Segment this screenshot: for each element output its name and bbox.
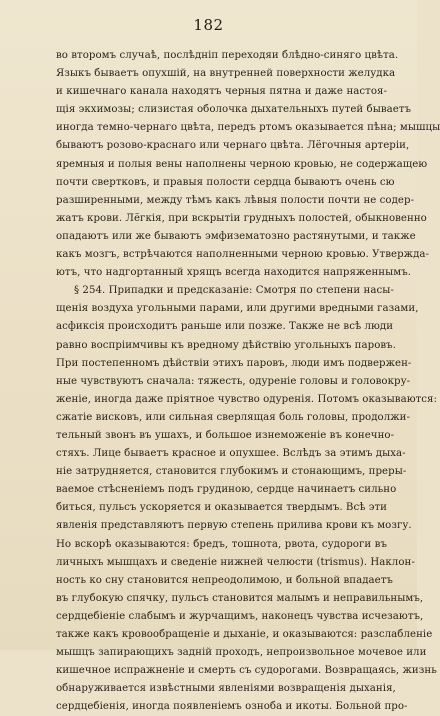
text-line: биться, пульсъ ускоряется и оказывается твердымъ. Всѣ эти — [56, 502, 387, 514]
text-line: какъ мозгъ, встрѣчаются наполненными черною кровью. Утвержда- — [56, 249, 430, 261]
text-line: женіе, иногда даже пріятное чувство одуренія. Потомъ оказываются: — [56, 393, 438, 405]
text-line: яремныя и полыя вены наполнены черною кровью, не содержащею — [56, 158, 428, 170]
text-line: асфиксія происходитъ раньше или позже. Также не всѣ люди — [56, 321, 394, 333]
text-line: ніе затрудняется, становится глубокимъ и стонающимъ, преры- — [56, 466, 407, 478]
text-line: равно воспріимчивы къ вредному дѣйствію угольныхъ паровъ. — [56, 339, 397, 351]
text-line: обнаруживается извѣстными явленіями возвращенія дыханія, — [56, 683, 396, 695]
text-line: жатъ крови. Лёгкія, при вскрытіи грудныхъ полостей, обыкновенно — [56, 212, 427, 224]
text-line: сердцебіеніе слабымъ и журчащимъ, наконецъ чувства исчезаютъ, — [56, 610, 424, 622]
text-line: сжатіе висковъ, или сильная сверлящая боль головы, продолжи- — [56, 411, 411, 423]
text-line: личныхъ мышцахъ и сведеніе нижней челюсти (trismus). Наклон- — [56, 556, 415, 568]
text-line: и кишечнаго канала находятъ черныя пятна и даже настоя- — [56, 86, 387, 98]
text-line: стяхъ. Лице бываетъ красное и опухшее. Вслѣдъ за этимъ дыха- — [56, 448, 406, 460]
body-text — [56, 47, 440, 716]
text-line: ютъ, что надгортанный хрящъ всегда находится напряженнымъ. — [56, 267, 412, 279]
page-number: 182 — [193, 16, 224, 34]
text-line: бываютъ розово-краснаго или чернаго цвѣта. Лёгочныя артеріи, — [56, 140, 410, 152]
text-line: щенія воздуха угольными парами, или другими вредными газами, — [56, 303, 419, 315]
text-line: опадаютъ или же бываютъ эмфизематозно растянутыми, и также — [56, 230, 416, 242]
text-line: Языкъ бываетъ опухшій, на внутренней поверхности желудка — [56, 68, 396, 80]
text-line: тельный звонъ въ ушахъ, и большое изнеможеніе въ конечно- — [56, 429, 395, 441]
section-heading-line: § 254. Припадки и предсказаніе: Смотря по степени насы- — [74, 285, 394, 297]
text-line: разширенными, между тѣмъ какъ лѣвыя полости почти не содер- — [56, 194, 415, 206]
text-line: въ глубокую спячку, пульсъ становится малымъ и неправильнымъ, — [56, 592, 424, 604]
text-line: мышцъ запирающихъ заднiй проходъ, непроизвольное мочевое или — [56, 647, 427, 659]
text-line: Но вскорѣ оказываются: бредъ, тошнота, рвота, судороги въ — [56, 538, 387, 550]
text-line: ные чувствуютъ сначала: тяжесть, одуреніе головы и головокру- — [56, 375, 411, 387]
text-line: во второмъ случаѣ, послѣдніп переходяи блѣдно-синяго цвѣта. — [56, 50, 399, 61]
text-line: При постепенномъ дѣйствіи этихъ паровъ, люди имъ подвержен- — [56, 357, 412, 369]
text-line: ность ко сну становится непреодолимою, и больной впадаетъ — [56, 574, 393, 586]
text-line: явленія представляютъ первую степень прилива крови къ мозгу. — [56, 520, 412, 532]
text-line: иногда темно-чернаго цвѣта, передъ ртомъ оказывается пѣна; мышцы — [56, 122, 440, 134]
text-line: кишечное испражненіе и смерть съ судорогами. Возвращаясь, жизнь — [56, 665, 437, 677]
text-line: также какъ кровообращеніе и дыханіе, и оказываются: разслабленіе — [56, 629, 433, 640]
text-line: почти свертковъ, и правыя полости сердца бываютъ очень сю — [56, 176, 395, 188]
text-line: ваемое стѣсненіемъ подъ грудиною, сердце начинаетъ сильно — [56, 484, 397, 496]
text-line: сердцебіенія, иногда появленіемъ озноба и икоты. Больной про- — [56, 701, 408, 713]
text-line: щія экхимозы; слизистая оболочка дыхательныхъ путей бываетъ — [56, 104, 412, 116]
